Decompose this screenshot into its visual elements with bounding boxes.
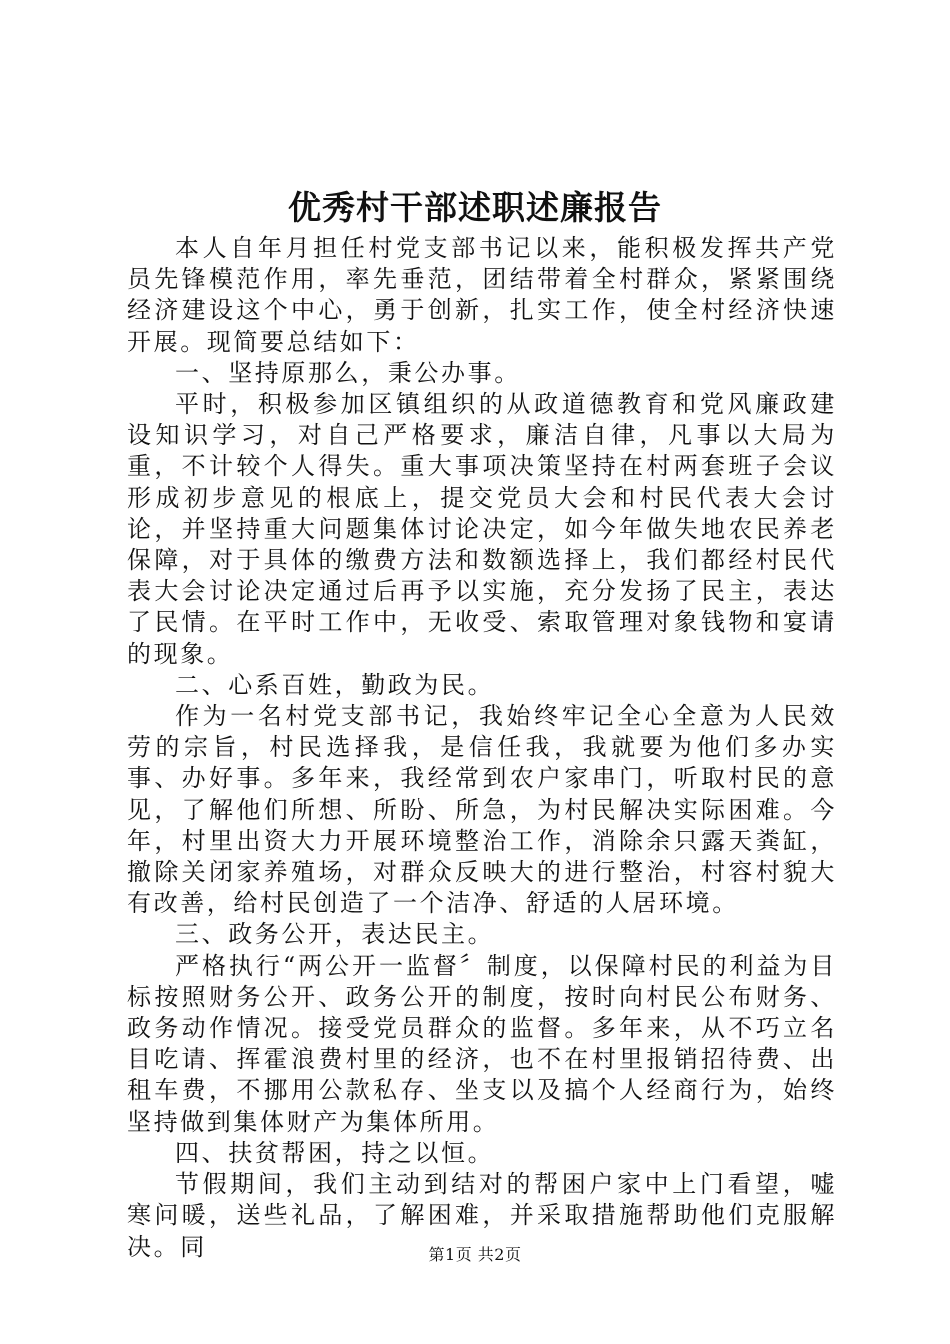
section-heading-3: 三、政务公开，表达民主。 [175, 920, 495, 949]
paragraph-section-2: 作为一名村党支部书记，我始终牢记全心全意为人民效劳的宗旨，村民选择我，是信任我，我就要为他们多办实事、办好事。多年来，我经常到农户家串门，听取村民的意见，了解他们所想、所盼、所急，为村民解决实际困难。今年，村里出资大力开展环境整治工作，消除余只露天粪缸，撤除关闭家养殖场，对群众反映大的进行整治，村容村貌大有改善，给村民创造了一个洁净、舒适的人居环境。 [127, 702, 837, 918]
page-number-footer: 第1页 共2页 [428, 1245, 522, 1264]
paragraph-section-1: 平时，积极参加区镇组织的从政道德教育和党风廉政建设知识学习，对自己严格要求，廉洁自律，凡事以大局为重，不计较个人得失。重大事项决策坚持在村两套班子会议形成初步意见的根底上，提交党员大会和村民代表大会讨论，并坚持重大问题集体讨论决定，如今年做失地农民养老保障，对于具体的缴费方法和数额选择上，我们都经村民代表大会讨论决定通过后再予以实施，充分发扬了民主，表达了民情。在平时工作中，无收受、索取管理对象钱物和宴请的现象。 [127, 390, 837, 668]
section-heading-1: 一、坚持原那么，秉公办事。 [175, 358, 521, 387]
document-body [127, 233, 837, 1263]
section-heading-2: 二、心系百姓，勤政为民。 [175, 670, 495, 699]
paragraph-section-3: 严格执行“两公开一监督〞制度，以保障村民的利益为目标按照财务公开、政务公开的制度，按时向村民公布财务、政务动作情况。接受党员群众的监督。多年来，从不巧立名目吃请、挥霍浪费村里的经济，也不在村里报销招待费、出租车费，不挪用公款私存、坐支以及搞个人经商行为，始终坚持做到集体财产为集体所用。 [127, 951, 837, 1136]
document-title: 优秀村干部述职述廉报告 [288, 188, 662, 227]
paragraph-intro: 本人自年月担任村党支部书记以来，能积极发挥共产党员先锋模范作用，率先垂范，团结带着全村群众，紧紧围绕经济建设这个中心，勇于创新，扎实工作，使全村经济快速开展。现简要总结如下： [127, 234, 837, 356]
section-heading-4: 四、扶贫帮困，持之以恒。 [175, 1138, 495, 1167]
paragraph-section-4: 节假期间，我们主动到结对的帮困户家中上门看望，嘘寒问暖，送些礼品，了解困难，并采取措施帮助他们克服解决。同 [127, 1170, 837, 1261]
